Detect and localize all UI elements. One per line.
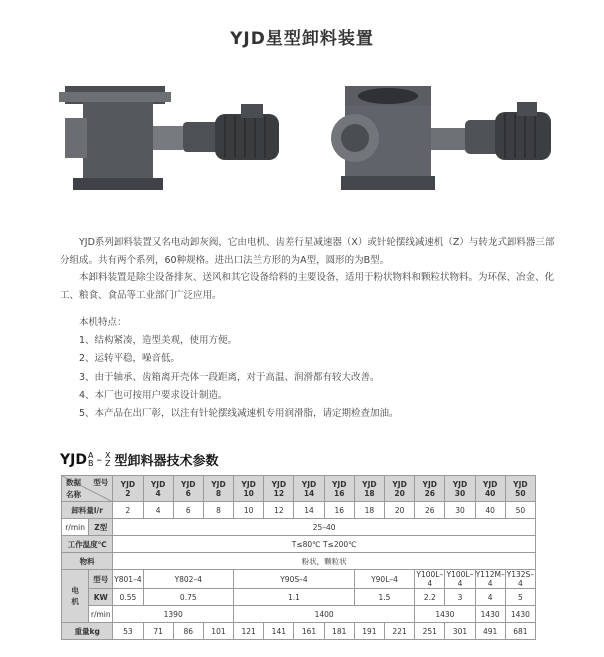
table-cell: 491: [475, 623, 505, 640]
table-header-row: [62, 476, 536, 502]
reducer-x: X: [104, 450, 111, 460]
table-cell: 14: [294, 502, 324, 519]
table-title: [60, 450, 218, 469]
temperature-label: 工作温度℃: [62, 536, 113, 553]
feature-item: 5、本产品在出厂彰，以注有针轮摆线减速机专用润滑脂，请定期检查加油。: [79, 408, 399, 420]
table-cell: 1430: [505, 606, 535, 623]
corner-header-cell: [62, 476, 113, 502]
table-cell: 30: [445, 502, 475, 519]
table-cell: 6: [173, 502, 203, 519]
weight-label: 重量kg: [62, 623, 113, 640]
type-fraction: [88, 452, 94, 468]
table-cell: 0.75: [143, 589, 234, 606]
table-cell: 20: [385, 502, 415, 519]
model-header-cell: YJD 2: [113, 476, 143, 502]
model-header-cell: YJD 12: [264, 476, 294, 502]
z-type-speed: 25–40: [113, 519, 536, 536]
speed-row: [62, 519, 536, 536]
corner-name-label: 名称: [66, 490, 81, 499]
table-cell: 1390: [113, 606, 234, 623]
feature-item: 1、结构紧凑，造型美观，使用方便。: [79, 335, 238, 347]
capacity-label: 卸料量l/r: [62, 502, 113, 519]
model-header-cell: YJD 20: [385, 476, 415, 502]
model-header-cell: YJD 14: [294, 476, 324, 502]
table-cell: 681: [505, 623, 535, 640]
table-cell: 1430: [415, 606, 475, 623]
motor-rpm-row: [62, 606, 536, 623]
reducer-z: Z: [104, 458, 111, 468]
table-cell: Y112M–4: [475, 570, 505, 588]
valve-b-type-image: [331, 86, 551, 190]
rotary-valve-illustrations: [55, 78, 555, 198]
table-cell: 10: [234, 502, 264, 519]
table-cell: 50: [505, 502, 535, 519]
rpm-label: r/min: [62, 519, 89, 536]
table-cell: 71: [143, 623, 173, 640]
table-cell: 12: [264, 502, 294, 519]
model-header-cell: YJD 6: [173, 476, 203, 502]
motor-model-row: [62, 570, 536, 589]
table-cell: 3: [445, 589, 475, 606]
product-photos: [55, 78, 555, 198]
table-cell: Y100L–4: [446, 570, 474, 588]
table-cell: 53: [113, 623, 143, 640]
table-cell: 101: [203, 623, 233, 640]
temperature-row: [62, 536, 536, 553]
table-cell: 1400: [234, 606, 415, 623]
table-cell: 181: [324, 623, 354, 640]
title-dash: –: [96, 453, 102, 466]
table-cell: 301: [445, 623, 475, 640]
table-cell: 121: [234, 623, 264, 640]
table-cell: 141: [264, 623, 294, 640]
motor-model-label: 型号: [89, 570, 113, 589]
material-label: 物料: [62, 553, 113, 570]
table-cell: 161: [294, 623, 324, 640]
model-header-cell: YJD 50: [505, 476, 535, 502]
table-cell: Y802–4: [143, 570, 234, 589]
model-header-cell: YJD 26: [415, 476, 445, 502]
table-cell: 1.5: [354, 589, 414, 606]
spec-table: [61, 475, 536, 640]
motor-kw-row: [62, 589, 536, 606]
table-cell: Y90L–4: [354, 570, 414, 589]
corner-type-label: 型号: [93, 478, 109, 487]
model-header-cell: YJD 16: [324, 476, 354, 502]
table-cell: 26: [415, 502, 445, 519]
kw-label: KW: [89, 589, 113, 606]
reducer-fraction: [105, 452, 110, 468]
model-header-cell: YJD 40: [475, 476, 505, 502]
corner-data-label: 数据: [66, 478, 81, 487]
motor-label: 电 机: [62, 570, 89, 623]
table-cell: 18: [354, 502, 384, 519]
table-cell: 2.2: [415, 589, 445, 606]
capacity-row: [62, 502, 536, 519]
model-header-cell: YJD 8: [203, 476, 233, 502]
feature-item: 4、本厂也可按用户要求设计制造。: [79, 389, 228, 401]
table-cell: 4: [143, 502, 173, 519]
z-type-label: Z型: [89, 519, 113, 536]
type-b: B: [87, 458, 94, 468]
intro-section: [60, 234, 560, 304]
table-cell: 0.55: [113, 589, 143, 606]
table-cell: Y100L–4: [416, 570, 444, 588]
feature-item: 3、由于轴承、齿箱离开壳体一段距离，对于高温、润滑都有较大改善。: [79, 371, 380, 383]
page-title: YJD星型卸料装置: [230, 29, 374, 49]
table-cell: Y801–4: [113, 570, 143, 589]
features-section: [60, 314, 560, 423]
model-header-cell: YJD 10: [234, 476, 264, 502]
table-cell: 86: [173, 623, 203, 640]
table-cell: 40: [475, 502, 505, 519]
table-cell: 8: [203, 502, 233, 519]
material-row: [62, 553, 536, 570]
intro-paragraph: YJD系列卸料装置又名电动卸灰阀，它由电机、齿差行星减速器（X）或针轮摆线减速机（Z）与转龙式卸料器三部分组成。共有两个系列，60种规格。进出口法兰方形的为A型，圆形的为B型。: [60, 237, 555, 266]
model-header-cell: YJD 30: [445, 476, 475, 502]
model-header-cell: YJD 18: [354, 476, 384, 502]
table-cell: 2: [113, 502, 143, 519]
motor-rpm-label: r/min: [89, 606, 113, 623]
table-cell: Y90S–4: [234, 570, 355, 589]
table-cell: 1430: [475, 606, 505, 623]
weight-row: [62, 623, 536, 640]
table-cell: 16: [324, 502, 354, 519]
table-cell: 191: [354, 623, 384, 640]
type-a: A: [87, 450, 94, 460]
table-title-suffix: 型卸料器技术参数: [114, 454, 219, 469]
material-value: 粉状，颗粒状: [113, 553, 536, 570]
usage-paragraph: 本卸料装置是除尘设备排灰、送风和其它设备给料的主要设备，适用于粉状物料和颗粒状物料。为环保、冶金、化工、粮食、食品等工业部门广泛应用。: [60, 272, 555, 301]
table-cell: Y132S–4: [506, 570, 535, 588]
table-title-prefix: YJD: [60, 451, 87, 468]
model-header-cell: YJD 4: [143, 476, 173, 502]
valve-a-type-image: [59, 86, 279, 190]
table-cell: 221: [385, 623, 415, 640]
feature-item: 2、运转平稳，噪音低。: [79, 353, 181, 365]
table-cell: 4: [475, 589, 505, 606]
table-cell: 1.1: [234, 589, 355, 606]
table-cell: 5: [505, 589, 535, 606]
table-cell: 251: [415, 623, 445, 640]
temperature-value: T≤80℃ T≤200℃: [113, 536, 536, 553]
features-heading: 本机特点：: [79, 317, 127, 328]
